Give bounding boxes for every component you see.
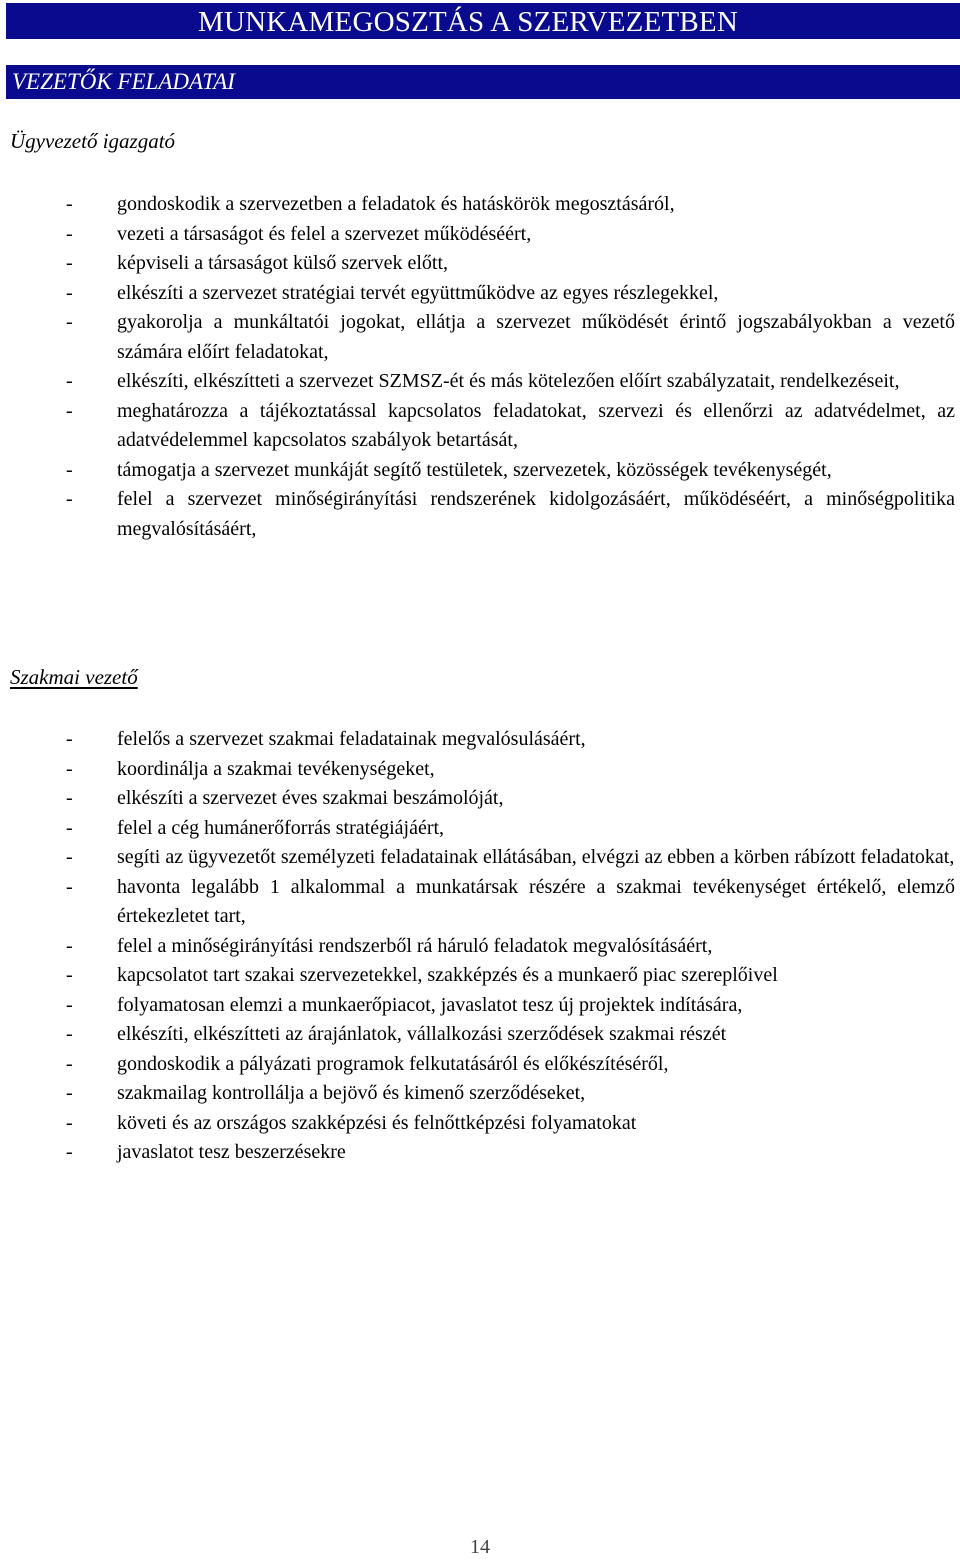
task-list-item xyxy=(66,249,955,279)
task-list-item xyxy=(66,279,955,309)
task-list-item xyxy=(66,991,955,1021)
task-text: felel a minőségirányítási rendszerből rá háruló feladatok megvalósításáért, xyxy=(117,934,713,957)
task-list-item xyxy=(66,190,955,220)
task-list-item xyxy=(66,873,955,932)
list-bullet-dash: - xyxy=(66,846,73,868)
task-text: gondoskodik a pályázati programok felkutatásáról és előkészítéséről, xyxy=(117,1052,669,1075)
role-heading-professional-manager: Szakmai vezető xyxy=(10,665,138,689)
list-bullet-dash: - xyxy=(66,222,73,245)
list-bullet-dash: - xyxy=(66,757,73,780)
task-text: követi és az országos szakképzési és felnőttképzési folyamatokat xyxy=(117,1111,637,1134)
task-list-item xyxy=(66,814,955,844)
list-bullet-dash: - xyxy=(66,1111,73,1134)
list-bullet-dash: - xyxy=(66,458,73,481)
task-text: elkészíti, elkészítteti a szervezet SZMSZ-ét és más kötelezően előírt szabályzatait, rendelkezéseit, xyxy=(117,370,900,392)
list-bullet-dash: - xyxy=(66,728,73,750)
list-bullet-dash: - xyxy=(66,993,73,1016)
task-text: havonta legalább 1 alkalommal a munkatársak részére a szakmai tevékenységet értékelő, elemző értekezletet tart, xyxy=(117,875,955,927)
task-text: koordinálja a szakmai tevékenységeket, xyxy=(117,757,435,780)
task-text: vezeti a társaságot és felel a szervezet működéséért, xyxy=(117,222,532,245)
list-bullet-dash: - xyxy=(66,787,73,809)
list-bullet-dash: - xyxy=(66,1082,73,1104)
task-list-item xyxy=(66,367,955,397)
list-bullet-dash: - xyxy=(66,311,73,333)
task-text: gyakorolja a munkáltatói jogokat, ellátja a szervezet működését érintő jogszabályokban a vezető számára előírt feladatokat, xyxy=(117,311,955,363)
task-list-item xyxy=(66,961,955,991)
task-text: támogatja a szervezet munkáját segítő testületek, szervezetek, közösségek tevékenységét, xyxy=(117,458,832,481)
task-text: felel a szervezet minőségirányítási rendszerének kidolgozásáért, működéséért, a minőségpolitika megvalósításáért, xyxy=(117,488,955,540)
role-heading-managing-director: Ügyvezető igazgató xyxy=(10,129,176,153)
list-bullet-dash: - xyxy=(66,193,73,215)
list-bullet-dash: - xyxy=(66,281,73,304)
task-text: elkészíti a szervezet stratégiai tervét együttműködve az egyes részlegekkel, xyxy=(117,281,719,304)
task-list-item xyxy=(66,755,955,785)
section-title: VEZETŐK FELADATAI xyxy=(12,69,235,94)
task-list-item xyxy=(66,485,955,544)
task-list-item xyxy=(66,456,955,486)
task-text: felel a cég humánerőforrás stratégiájáért, xyxy=(117,816,445,839)
list-bullet-dash: - xyxy=(66,1023,73,1045)
list-bullet-dash: - xyxy=(66,1052,73,1075)
task-list-item xyxy=(66,784,955,814)
task-list-item xyxy=(66,932,955,962)
task-text: elkészíti, elkészítteti az árajánlatok, vállalkozási szerződések szakmai részét xyxy=(117,1023,727,1045)
list-bullet-dash: - xyxy=(66,964,73,986)
managing-director-task-list xyxy=(66,190,955,544)
task-list-item xyxy=(66,1079,955,1109)
list-bullet-dash: - xyxy=(66,399,73,422)
task-text: kapcsolatot tart szakai szervezetekkel, szakképzés és a munkaerő piac szereplőivel xyxy=(117,964,778,986)
task-text: segíti az ügyvezetőt személyzeti feladatainak ellátásában, elvégzi az ebben a körben rábízott feladatokat, xyxy=(117,846,955,868)
section-title-bar xyxy=(6,65,960,99)
page-number: 14 xyxy=(470,1536,490,1558)
task-list-item xyxy=(66,308,955,367)
task-text: folyamatosan elemzi a munkaerőpiacot, javaslatot tesz új projektek indítására, xyxy=(117,993,743,1016)
task-list-item xyxy=(66,220,955,250)
list-bullet-dash: - xyxy=(66,370,73,392)
list-bullet-dash: - xyxy=(66,816,73,839)
list-bullet-dash: - xyxy=(66,1141,73,1163)
task-text: gondoskodik a szervezetben a feladatok és hatáskörök megosztásáról, xyxy=(117,193,675,215)
list-bullet-dash: - xyxy=(66,252,73,274)
document-title: MUNKAMEGOSZTÁS A SZERVEZETBEN xyxy=(198,6,738,38)
task-list-item xyxy=(66,843,955,873)
task-text: meghatározza a tájékoztatással kapcsolatos feladatokat, szervezi és ellenőrzi az adatvédelmet, az adatvédelemmel kapcsolatos szabályok betartását, xyxy=(117,399,955,451)
task-list-item xyxy=(66,1138,955,1168)
task-list-item xyxy=(66,1050,955,1080)
list-bullet-dash: - xyxy=(66,488,73,510)
task-text: képviseli a társaságot külső szervek előtt, xyxy=(117,252,449,274)
list-bullet-dash: - xyxy=(66,875,73,898)
task-list-item xyxy=(66,397,955,456)
task-text: felelős a szervezet szakmai feladatainak megvalósulásáért, xyxy=(117,728,586,750)
professional-manager-task-list xyxy=(66,725,955,1168)
task-list-item xyxy=(66,1020,955,1050)
document-title-bar xyxy=(6,3,960,39)
list-bullet-dash: - xyxy=(66,934,73,957)
task-list-item xyxy=(66,725,955,755)
task-text: szakmailag kontrollálja a bejövő és kimenő szerződéseket, xyxy=(117,1082,586,1104)
task-text: javaslatot tesz beszerzésekre xyxy=(117,1141,346,1163)
task-text: elkészíti a szervezet éves szakmai beszámolóját, xyxy=(117,787,504,809)
task-list-item xyxy=(66,1109,955,1139)
